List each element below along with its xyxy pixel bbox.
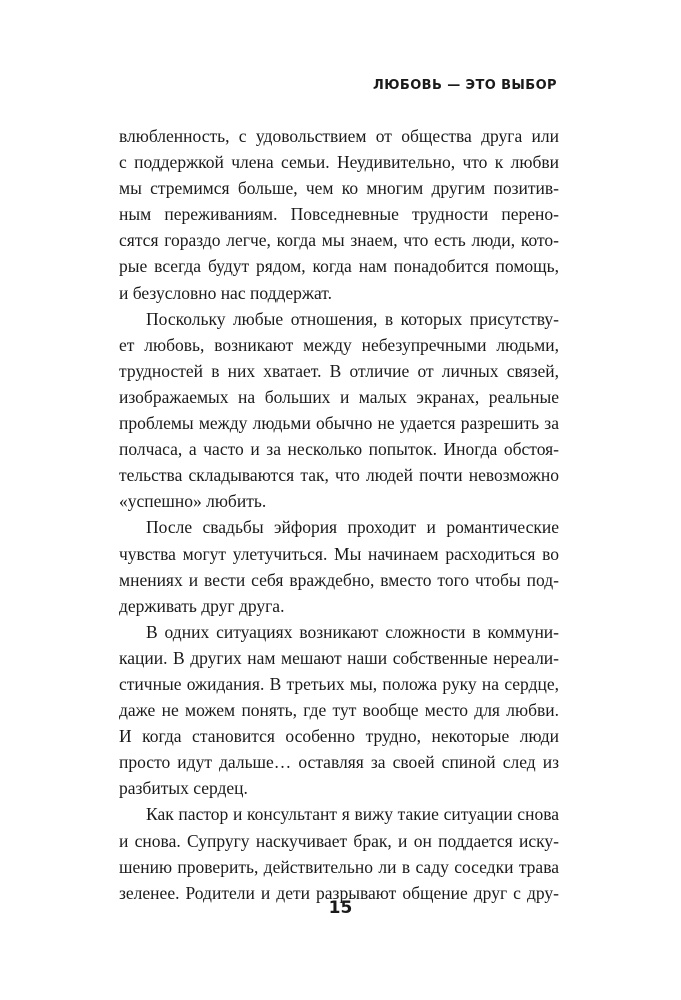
text-line: с поддержкой члена семьи. Неудивительно, что к любви <box>119 152 559 173</box>
text-line: И когда становится особенно трудно, некоторые люди <box>119 726 559 747</box>
text-line: чувства могут улетучиться. Мы начинаем расходиться во <box>119 543 559 564</box>
text-line: ным переживаниям. Повседневные трудности перено- <box>119 204 559 225</box>
text-line: просто идут дальше… оставляя за своей спиной след из <box>119 752 559 773</box>
paragraph <box>119 801 559 905</box>
text-line: изображаемых на больших и малых экранах, реальные <box>119 386 559 407</box>
text-line: мы стремимся больше, чем ко многим другим позитив- <box>119 178 559 199</box>
page-number: 15 <box>328 898 353 918</box>
text-line: кации. В других нам мешают наши собственные нереали- <box>119 647 559 668</box>
text-line: трудностей в них хватает. В отличие от личных связей, <box>119 360 559 381</box>
paragraph <box>119 514 559 618</box>
text-line: разбитых сердец. <box>119 778 248 799</box>
text-line: проблемы между людьми обычно не удается разрешить за <box>119 413 559 434</box>
text-line: Поскольку любые отношения, в которых присутству- <box>146 308 559 329</box>
text-line: держивать друг друга. <box>119 595 285 616</box>
paragraph <box>119 619 559 802</box>
text-line: тельства складываются так, что людей почти невозможно <box>119 465 559 486</box>
text-line: ет любовь, возникают между небезупречными людьми, <box>119 334 559 355</box>
text-line: рые всегда будут рядом, когда нам понадобится помощь, <box>119 256 559 277</box>
text-line: сятся гораздо легче, когда мы знаем, что есть люди, кото- <box>119 230 559 251</box>
text-line: зеленее. Родители и дети разрывают общение друг с дру- <box>119 882 559 903</box>
paragraph <box>119 306 559 515</box>
text-line: полчаса, а часто и за несколько попыток. Иногда обстоя- <box>119 439 559 460</box>
running-head: ЛЮБОВЬ — ЭТО ВЫБОР <box>373 78 557 93</box>
text-line: и снова. Супругу наскучивает брак, и он поддается иску- <box>119 830 559 851</box>
text-line: После свадьбы эйфория проходит и романтические <box>146 517 559 538</box>
text-line: В одних ситуациях возникают сложности в коммуни- <box>146 621 559 642</box>
text-line: мнениях и вести себя враждебно, вместо того чтобы под- <box>119 569 559 590</box>
body-text <box>119 123 559 906</box>
text-line: влюбленность, с удовольствием от общества друга или <box>119 126 559 146</box>
text-line: и безусловно нас поддержат. <box>119 282 333 303</box>
text-line: стичные ожидания. В третьих мы, положа руку на сердце, <box>119 673 559 694</box>
text-line: Как пастор и консультант я вижу такие ситуации снова <box>146 804 559 825</box>
text-line: даже не можем понять, где тут вообще место для любви. <box>119 700 559 721</box>
text-line: шению проверить, действительно ли в саду соседки трава <box>119 856 559 877</box>
text-line: «успешно» любить. <box>119 491 267 512</box>
paragraph <box>119 123 559 306</box>
